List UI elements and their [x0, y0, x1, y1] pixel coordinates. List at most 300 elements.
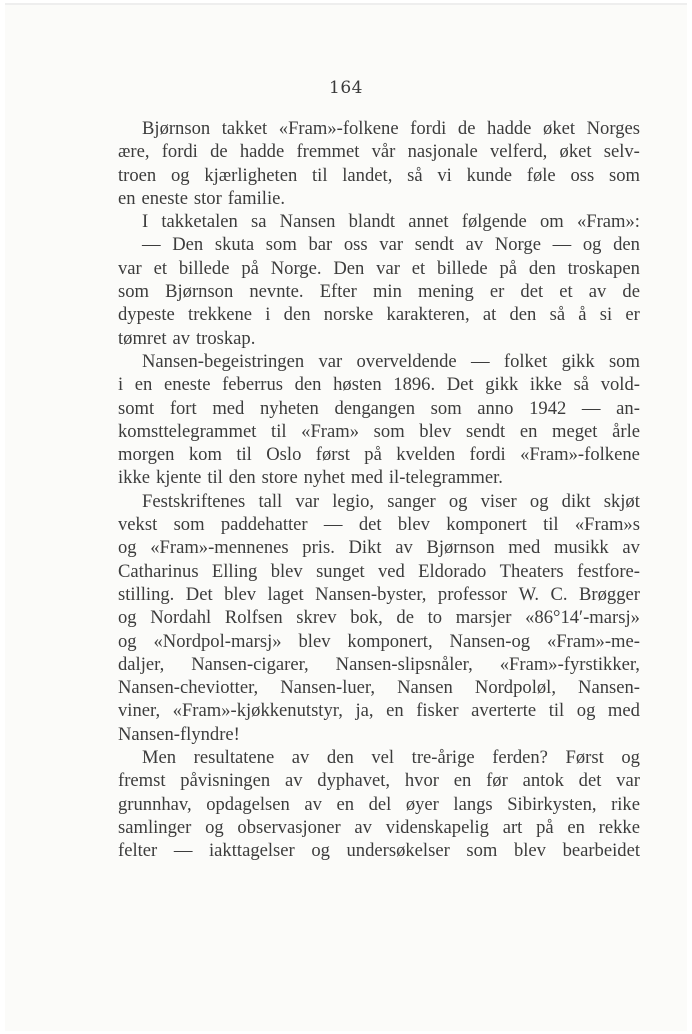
word: Nansen-cigarer, — [191, 653, 309, 675]
word: den — [509, 304, 537, 326]
word: fordi — [161, 141, 198, 163]
word: selv- — [603, 141, 640, 163]
word: så — [549, 304, 566, 326]
word: C. — [550, 583, 568, 605]
word: bar — [308, 234, 333, 256]
word: samlinger — [118, 816, 192, 838]
word: trekkene — [188, 304, 253, 326]
text-line — [118, 793, 640, 816]
text-line — [118, 839, 640, 862]
word: på — [536, 816, 554, 838]
word: Rolfsen — [224, 607, 283, 629]
word: øket — [543, 118, 576, 139]
word: kunde — [466, 164, 513, 186]
word: øket — [559, 141, 592, 163]
word: og — [205, 816, 224, 838]
word: var — [295, 490, 320, 512]
word: Nordahl — [150, 607, 212, 629]
word: Eldorado — [418, 560, 487, 582]
text-line — [118, 723, 640, 746]
word: «Fram»s — [574, 514, 640, 536]
word: et — [411, 257, 426, 279]
word: fisker — [416, 700, 459, 722]
word: daljer, — [118, 653, 165, 675]
word: Det — [446, 374, 474, 396]
word: «Fram» — [301, 420, 360, 442]
word: med — [350, 467, 383, 489]
text-line — [118, 583, 640, 606]
word: som — [265, 234, 297, 256]
word: viser — [480, 490, 517, 512]
word: av — [291, 747, 310, 769]
word: troskapen — [567, 257, 640, 279]
word: marsjer — [455, 607, 512, 629]
page-number: 164 — [329, 78, 363, 98]
word: annet — [408, 211, 449, 233]
word: skjøt — [603, 490, 640, 512]
word: store — [261, 467, 298, 489]
word: nasjonale — [407, 141, 478, 163]
word: Nansen- — [578, 677, 640, 699]
word: iakttagelser — [209, 840, 295, 862]
word: Nansen-og — [449, 630, 531, 652]
word: de — [210, 141, 228, 163]
word: mening — [417, 281, 474, 303]
word: Nansen-cheviotter, — [118, 677, 259, 699]
word: sanger — [387, 490, 436, 512]
word: observasjoner — [237, 816, 341, 838]
word: gikk — [485, 374, 519, 396]
word: sa — [250, 211, 267, 233]
text-line — [118, 164, 640, 187]
word: takket — [221, 118, 268, 139]
word: den — [613, 234, 640, 256]
word: dengangen — [334, 397, 416, 419]
word: Den — [172, 234, 204, 256]
word: på — [364, 444, 382, 466]
word: Det — [185, 583, 213, 605]
word: Bjørnson — [426, 537, 495, 559]
text-line — [118, 699, 640, 722]
word: — — [173, 840, 193, 862]
word: kvelden — [396, 444, 456, 466]
word: på — [241, 257, 259, 279]
word: til — [548, 700, 565, 722]
word: og — [311, 840, 330, 862]
word: undersøkelser — [346, 840, 450, 862]
word: og — [576, 700, 596, 722]
word: Først — [565, 747, 604, 769]
word: pris. — [302, 537, 335, 559]
word: følgende — [461, 211, 527, 233]
word: sendt — [465, 420, 506, 442]
body-text — [118, 117, 640, 863]
word: dyphavet, — [317, 770, 391, 792]
word: fremst — [118, 770, 166, 792]
word: av — [395, 537, 413, 559]
word: skuta — [214, 234, 255, 256]
word: til — [236, 444, 252, 466]
word: gikk — [561, 350, 595, 372]
word: Sibirkysten, — [507, 793, 597, 815]
word: Oslo — [266, 444, 302, 466]
word: var — [616, 770, 640, 792]
word: var — [376, 257, 400, 279]
word: det — [358, 514, 382, 536]
word: og — [448, 490, 468, 512]
word: billede — [437, 257, 488, 279]
word: Nansen — [397, 677, 453, 699]
word: Bjørnson — [142, 118, 211, 139]
word: kjærligheten — [204, 164, 298, 186]
word: nyheten — [259, 397, 319, 419]
word: del — [368, 793, 392, 815]
word: av — [588, 281, 607, 303]
word: av — [172, 327, 191, 349]
word: påvisningen — [180, 770, 271, 792]
text-line — [118, 303, 640, 326]
word: familie. — [227, 187, 286, 209]
word: Norge. — [270, 257, 322, 279]
text-line — [118, 816, 640, 839]
word: blev — [513, 840, 546, 862]
word: som — [466, 840, 498, 862]
word: Elling — [211, 560, 258, 582]
word: somt — [118, 397, 155, 419]
word: blev — [224, 583, 257, 605]
word: de — [396, 607, 414, 629]
word: med — [607, 700, 640, 722]
word: med — [508, 537, 541, 559]
word: ære, — [118, 141, 150, 163]
word: av — [465, 234, 484, 256]
word: eneste — [141, 187, 188, 209]
word: norske — [323, 304, 374, 326]
book-page — [5, 3, 687, 1031]
word: blev — [298, 630, 331, 652]
word: Theaters — [499, 560, 564, 582]
word: «Fram»-kjøkkenutstyr, — [172, 700, 343, 722]
word: komsttelegrammet — [118, 420, 257, 442]
text-line — [118, 257, 640, 280]
word: blev — [270, 560, 303, 582]
text-line — [118, 746, 640, 769]
word: si — [599, 304, 613, 326]
word: Nansen-begeistringen — [142, 350, 305, 372]
word: bok, — [350, 607, 383, 629]
word: dypeste — [118, 304, 175, 326]
word: bearbeidet — [562, 840, 640, 862]
text-line — [118, 350, 640, 373]
word: ja, — [355, 700, 374, 722]
word: rike — [611, 793, 640, 815]
word: av — [622, 537, 640, 559]
text-line — [118, 117, 640, 140]
word: professor — [437, 583, 508, 605]
word: «Fram»-mennenes — [150, 537, 289, 559]
word: det — [520, 281, 544, 303]
word: stilling. — [118, 583, 175, 605]
word: to — [427, 607, 443, 629]
word: vekst — [118, 514, 158, 536]
word: som — [430, 397, 462, 419]
word: blandt — [348, 211, 396, 233]
word: Norges — [586, 118, 640, 139]
word: og — [118, 630, 137, 652]
word: som — [373, 420, 405, 442]
word: fordi — [410, 118, 447, 139]
word: min — [372, 281, 402, 303]
word: skrev — [296, 607, 337, 629]
word: som — [173, 514, 205, 536]
word: folket — [503, 350, 548, 372]
text-line — [118, 513, 640, 536]
word: oss — [570, 164, 595, 186]
word: billede — [178, 257, 230, 279]
word: rekke — [598, 816, 640, 838]
word: og — [118, 537, 137, 559]
word: 1896. — [393, 374, 436, 396]
word: en — [336, 793, 355, 815]
word: velferd, — [490, 141, 548, 163]
word: fort — [169, 397, 197, 419]
word: langs — [453, 793, 493, 815]
word: hadde — [487, 118, 532, 139]
word: den — [228, 467, 256, 489]
word: hvor — [404, 770, 439, 792]
word: et — [559, 281, 573, 303]
text-line — [118, 490, 640, 513]
word: og — [529, 490, 549, 512]
word: som — [608, 164, 640, 186]
word: Nordpoløl, — [474, 677, 556, 699]
word: i — [265, 304, 271, 326]
word: tre-årige — [411, 747, 475, 769]
word: «Fram»: — [576, 211, 640, 233]
word: il-telegrammer. — [388, 467, 503, 489]
word: og — [170, 164, 190, 186]
word: Nansen-slipsnåler, — [335, 653, 473, 675]
word: laget — [267, 583, 304, 605]
word: opdagelsen — [206, 793, 290, 815]
word: troskap. — [195, 327, 256, 349]
word: Nansen-flyndre! — [118, 723, 240, 745]
word: en — [118, 187, 136, 209]
text-line — [118, 536, 640, 559]
text-line — [118, 233, 640, 256]
word: en — [386, 700, 404, 722]
word: vår — [371, 141, 396, 163]
word: kjente — [155, 467, 202, 489]
word: «Fram»-folkene — [278, 118, 399, 139]
word: «Nordpol-marsj» — [153, 630, 282, 652]
word: Efter — [319, 281, 357, 303]
text-line — [118, 653, 640, 676]
word: så — [407, 164, 423, 186]
word: det — [578, 770, 602, 792]
word: — — [142, 234, 161, 256]
text-line — [118, 140, 640, 163]
text-line — [118, 606, 640, 629]
word: som — [118, 281, 149, 303]
word: legio, — [332, 490, 375, 512]
word: vel — [371, 747, 395, 769]
word: — — [581, 397, 601, 419]
word: eneste — [163, 374, 211, 396]
text-line — [118, 466, 640, 489]
word: vold- — [600, 374, 640, 396]
word: øyer — [405, 793, 439, 815]
word: landet, — [342, 164, 393, 186]
word: stor — [193, 187, 222, 209]
word: til — [207, 467, 223, 489]
word: om — [540, 211, 564, 233]
word: er — [625, 304, 640, 326]
word: en — [134, 374, 153, 396]
word: at — [482, 304, 497, 326]
word: å — [578, 304, 587, 326]
word: morgen — [118, 444, 175, 466]
word: Catharinus — [118, 560, 199, 582]
text-line — [118, 397, 640, 420]
word: av — [304, 793, 322, 815]
word: troen — [118, 164, 157, 186]
word: «86°14′-marsj» — [525, 607, 640, 629]
word: høsten — [333, 374, 382, 396]
word: «Fram»-folkene — [520, 444, 640, 466]
word: overveldende — [356, 350, 457, 372]
word: de — [457, 118, 476, 139]
word: art — [502, 816, 523, 838]
text-line — [118, 630, 640, 653]
word: Dikt — [348, 537, 382, 559]
word: en — [519, 420, 538, 442]
word: felter — [118, 840, 158, 862]
text-line — [118, 676, 640, 699]
text-line — [118, 443, 640, 466]
word: var — [379, 234, 404, 256]
text-line — [118, 769, 640, 792]
text-line — [118, 420, 640, 443]
word: tømret — [118, 327, 167, 349]
word: før — [486, 770, 508, 792]
word: blev — [419, 420, 452, 442]
word: Nansen-byster, — [315, 583, 427, 605]
word: Brøgger — [579, 583, 640, 605]
word: karakteren, — [386, 304, 470, 326]
word: årle — [612, 420, 640, 442]
word: sunget — [316, 560, 365, 582]
text-line — [118, 210, 640, 233]
word: grunnhav, — [118, 793, 192, 815]
word: ikke — [529, 374, 562, 396]
word: vi — [437, 164, 452, 186]
word: og — [621, 747, 640, 769]
word: som — [608, 350, 640, 372]
word: de — [622, 281, 640, 303]
word: viner, — [118, 700, 161, 722]
word: «Fram»-me- — [547, 630, 640, 652]
word: fordi — [469, 444, 506, 466]
word: så — [573, 374, 590, 396]
word: Nansen — [279, 211, 336, 233]
word: var — [118, 257, 142, 279]
word: først — [315, 444, 350, 466]
word: Men — [142, 747, 177, 769]
text-line — [118, 373, 640, 396]
word: i — [118, 374, 124, 396]
word: takketalen — [161, 211, 238, 233]
word: oss — [343, 234, 368, 256]
word: videnskapelig — [385, 816, 489, 838]
word: averterte — [471, 700, 537, 722]
word: dikt — [561, 490, 591, 512]
word: tall — [258, 490, 283, 512]
word: en — [567, 816, 585, 838]
word: Nansen-luer, — [280, 677, 376, 699]
word: Norge — [494, 234, 541, 256]
word: antok — [522, 770, 564, 792]
word: nevnte. — [249, 281, 304, 303]
word: en — [453, 770, 472, 792]
word: den — [528, 257, 556, 279]
word: til — [271, 420, 287, 442]
word: på — [499, 257, 518, 279]
word: komponert, — [347, 630, 433, 652]
word: den — [326, 747, 354, 769]
text-line — [118, 327, 640, 350]
word: anno — [477, 397, 514, 419]
word: resultatene — [193, 747, 275, 769]
word: er — [489, 281, 505, 303]
word: — — [552, 234, 572, 256]
word: ikke — [118, 467, 151, 489]
text-line — [118, 560, 640, 583]
word: til — [543, 514, 559, 536]
word: Festskriftenes — [142, 490, 246, 512]
word: an- — [616, 397, 640, 419]
word: feberrus — [222, 374, 283, 396]
word: festfore- — [577, 560, 640, 582]
word: sendt — [414, 234, 454, 256]
word: musikk — [553, 537, 609, 559]
word: blev — [397, 514, 430, 536]
word: og — [118, 607, 137, 629]
word: med — [212, 397, 245, 419]
word: — — [323, 514, 343, 536]
word: komponert — [446, 514, 527, 536]
word: ferden? — [492, 747, 548, 769]
word: meget — [552, 420, 598, 442]
word: Bjørnson — [165, 281, 234, 303]
word: ved — [377, 560, 405, 582]
word: hadde — [239, 141, 285, 163]
word: var — [318, 350, 343, 372]
word: paddehatter — [220, 514, 308, 536]
word: «Fram»-fyrstikker, — [499, 653, 640, 675]
word: — — [470, 350, 490, 372]
word: 1942 — [529, 397, 567, 419]
word: føle — [526, 164, 556, 186]
word: av — [354, 816, 372, 838]
word: til — [312, 164, 328, 186]
word: Den — [333, 257, 365, 279]
word: og — [582, 234, 602, 256]
word: kom — [188, 444, 222, 466]
word: et — [153, 257, 168, 279]
word: I — [142, 211, 149, 233]
text-line — [118, 187, 640, 210]
